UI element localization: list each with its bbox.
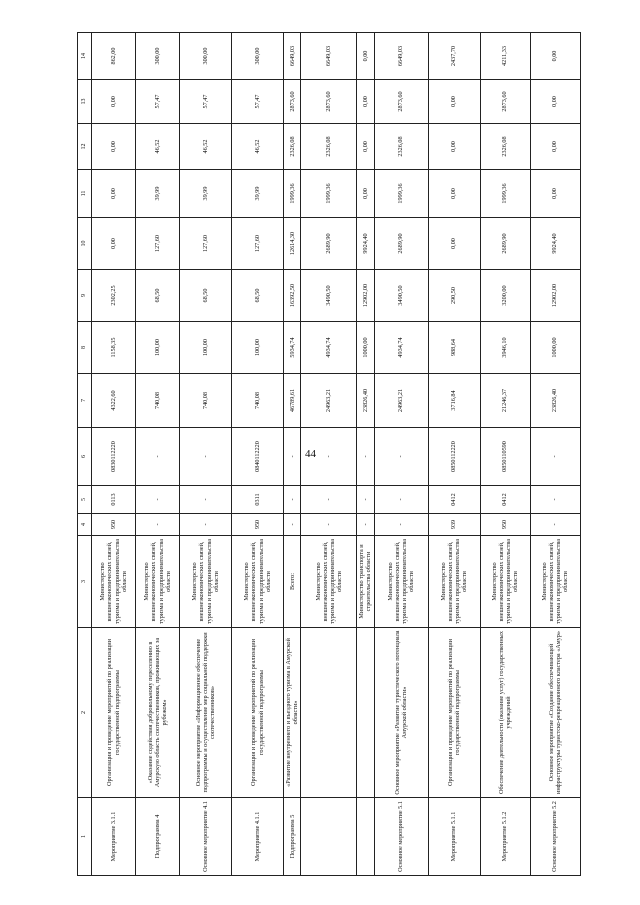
value-cell: 0,00	[357, 80, 374, 124]
value-cell: 0,00	[530, 80, 580, 124]
row-code-cell: Мероприятие 4.1.1	[232, 798, 284, 876]
value-cell: -	[180, 514, 232, 536]
value-cell: -	[374, 514, 428, 536]
value-cell: -	[530, 428, 580, 486]
executor-cell: Министерство внешнеэкономических связей, туризма и предпринимательства области	[232, 536, 284, 628]
row-name-cell: Основное мероприятие «Информационное обеспечение подпрограммы и осуществление мер социальной поддержки соотечественников»	[180, 628, 232, 798]
row-code-cell	[357, 798, 374, 876]
header-row	[78, 33, 92, 876]
value-cell: -	[357, 486, 374, 514]
executor-cell: Министерство внешнеэкономических связей, туризма и предпринимательства области	[92, 536, 136, 628]
value-cell: 950	[92, 514, 136, 536]
row-code-cell: Мероприятие 3.1.1	[92, 798, 136, 876]
value-cell: 39,99	[180, 170, 232, 218]
value-cell: 100,00	[180, 322, 232, 374]
value-cell: -	[530, 486, 580, 514]
header-cell: 7	[78, 374, 92, 428]
executor-cell: Министерство внешнеэкономических связей, туризма и предпринимательства области	[301, 536, 357, 628]
row-name-cell	[357, 628, 374, 798]
value-cell: -	[357, 428, 374, 486]
value-cell: 46,52	[180, 124, 232, 170]
value-cell: -	[180, 486, 232, 514]
value-cell: 0,00	[357, 124, 374, 170]
value-cell: 0,00	[428, 80, 480, 124]
value-cell: 4934,74	[374, 322, 428, 374]
value-cell: -	[301, 428, 357, 486]
header-cell: 14	[78, 33, 92, 80]
value-cell: 2302,25	[92, 270, 136, 322]
value-cell: -	[374, 428, 428, 486]
value-cell: 988,64	[428, 322, 480, 374]
value-cell: -	[530, 514, 580, 536]
value-cell: 862,00	[92, 33, 136, 80]
value-cell: 0,00	[530, 170, 580, 218]
value-cell: -	[301, 514, 357, 536]
row-code-cell	[301, 798, 357, 876]
value-cell: 300,00	[232, 33, 284, 80]
value-cell: 1999,36	[480, 170, 530, 218]
value-cell: 127,60	[180, 218, 232, 270]
table-body	[78, 33, 581, 876]
header-cell: 3	[78, 536, 92, 628]
value-cell: -	[284, 486, 301, 514]
header-cell: 6	[78, 428, 92, 486]
value-cell: 2873,60	[374, 80, 428, 124]
value-cell: 0,00	[92, 124, 136, 170]
value-cell: -	[374, 486, 428, 514]
value-cell: 0,00	[428, 124, 480, 170]
value-cell: 3200,00	[480, 270, 530, 322]
value-cell: 6649,03	[301, 33, 357, 80]
rotated-table-wrapper	[77, 33, 570, 876]
value-cell: 0850110590	[480, 428, 530, 486]
value-cell: 4934,74	[301, 322, 357, 374]
table-row	[374, 33, 428, 876]
value-cell: 740,08	[232, 374, 284, 428]
value-cell: 740,08	[180, 374, 232, 428]
value-cell: 100,00	[232, 322, 284, 374]
table-row	[284, 33, 301, 876]
value-cell: 23826,40	[530, 374, 580, 428]
value-cell: 4322,60	[92, 374, 136, 428]
value-cell: 68,50	[136, 270, 180, 322]
value-cell: 3490,50	[301, 270, 357, 322]
row-name-cell: Основное мероприятие «Создание обеспечивающей инфраструктуры туристско-рекреационного кластера «Амур»	[530, 628, 580, 798]
executor-cell: Министерство транспорта и строительства области	[357, 536, 374, 628]
value-cell: 3716,84	[428, 374, 480, 428]
value-cell: 21246,37	[480, 374, 530, 428]
value-cell: 0311	[232, 486, 284, 514]
value-cell: 0,00	[92, 80, 136, 124]
value-cell: 2326,08	[301, 124, 357, 170]
value-cell: 0412	[428, 486, 480, 514]
value-cell: 0,00	[428, 170, 480, 218]
table-row	[357, 33, 374, 876]
value-cell: 24963,21	[301, 374, 357, 428]
value-cell: -	[284, 514, 301, 536]
value-cell: 0840112220	[232, 428, 284, 486]
value-cell: 950	[232, 514, 284, 536]
value-cell: 57,47	[136, 80, 180, 124]
value-cell: 0412	[480, 486, 530, 514]
value-cell: 740,08	[136, 374, 180, 428]
row-name-cell: Основное мероприятие «Развитие туристического потенциала Амурской области»	[374, 628, 428, 798]
value-cell: 57,47	[180, 80, 232, 124]
value-cell: 127,60	[136, 218, 180, 270]
value-cell: 4211,33	[480, 33, 530, 80]
row-code-cell: Мероприятие 5.1.1	[428, 798, 480, 876]
value-cell: 24963,21	[374, 374, 428, 428]
value-cell: 23826,40	[357, 374, 374, 428]
value-cell: 2326,08	[374, 124, 428, 170]
header-cell: 13	[78, 80, 92, 124]
value-cell: 1999,36	[284, 170, 301, 218]
value-cell: -	[301, 486, 357, 514]
table-row	[232, 33, 284, 876]
value-cell: 0113	[92, 486, 136, 514]
value-cell: -	[136, 486, 180, 514]
value-cell: 1158,35	[92, 322, 136, 374]
value-cell: 2689,90	[480, 218, 530, 270]
table-row	[136, 33, 180, 876]
value-cell: 68,50	[232, 270, 284, 322]
value-cell: 2873,60	[480, 80, 530, 124]
value-cell: 16392,50	[284, 270, 301, 322]
value-cell: 12902,00	[357, 270, 374, 322]
header-cell: 10	[78, 218, 92, 270]
header-cell: 4	[78, 514, 92, 536]
header-cell: 2	[78, 628, 92, 798]
value-cell: 0,00	[92, 170, 136, 218]
header-cell: 5	[78, 486, 92, 514]
row-code-cell: Подпрограмма 4	[136, 798, 180, 876]
value-cell: 1000,00	[530, 322, 580, 374]
value-cell: 0,00	[92, 218, 136, 270]
value-cell: 2326,08	[480, 124, 530, 170]
row-code-cell: Основное мероприятие 5.2	[530, 798, 580, 876]
row-name-cell	[301, 628, 357, 798]
value-cell: 0830112220	[92, 428, 136, 486]
executor-cell: Всего:	[284, 536, 301, 628]
value-cell: 939	[428, 514, 480, 536]
value-cell: 2873,60	[301, 80, 357, 124]
value-cell: -	[136, 428, 180, 486]
budget-table	[77, 32, 581, 876]
table-row	[301, 33, 357, 876]
value-cell: 46,52	[232, 124, 284, 170]
value-cell: 6649,03	[374, 33, 428, 80]
value-cell: 39,99	[232, 170, 284, 218]
value-cell: 0,00	[428, 218, 480, 270]
value-cell: 2689,90	[301, 218, 357, 270]
row-name-cell: «Оказание содействия добровольному переселению в Амурскую область соотечественников, проживающих за рубежом»	[136, 628, 180, 798]
value-cell: 46,52	[136, 124, 180, 170]
value-cell: 9924,40	[357, 218, 374, 270]
value-cell: 68,50	[180, 270, 232, 322]
value-cell: 0850112220	[428, 428, 480, 486]
row-code-cell: Основное мероприятие 4.1	[180, 798, 232, 876]
value-cell: -	[180, 428, 232, 486]
value-cell: 300,00	[180, 33, 232, 80]
row-code-cell: Мероприятие 5.1.2	[480, 798, 530, 876]
value-cell: 290,50	[428, 270, 480, 322]
value-cell: 57,47	[232, 80, 284, 124]
value-cell: 12614,30	[284, 218, 301, 270]
value-cell: 46789,61	[284, 374, 301, 428]
row-name-cell: Обеспечение деятельности (оказание услуг) государственных учреждений	[480, 628, 530, 798]
value-cell: 39,99	[136, 170, 180, 218]
value-cell: 0,00	[357, 33, 374, 80]
value-cell: 6649,03	[284, 33, 301, 80]
value-cell: 100,00	[136, 322, 180, 374]
row-name-cell: «Развитие внутреннего и въездного туризма в Амурской области»	[284, 628, 301, 798]
value-cell: 3946,10	[480, 322, 530, 374]
value-cell: 1999,36	[374, 170, 428, 218]
executor-cell: Министерство внешнеэкономических связей, туризма и предпринимательства области	[428, 536, 480, 628]
table-row	[180, 33, 232, 876]
executor-cell: Министерство внешнеэкономических связей, туризма и предпринимательства области	[530, 536, 580, 628]
value-cell: 2326,08	[284, 124, 301, 170]
row-code-cell: Подпрограмма 5	[284, 798, 301, 876]
value-cell: -	[357, 514, 374, 536]
table-row	[92, 33, 136, 876]
row-name-cell: Организация и проведение мероприятий по реализации государственной подпрограммы	[428, 628, 480, 798]
value-cell: -	[284, 428, 301, 486]
value-cell: 950	[480, 514, 530, 536]
table-row	[530, 33, 580, 876]
executor-cell: Министерство внешнеэкономических связей, туризма и предпринимательства области	[480, 536, 530, 628]
header-cell: 9	[78, 270, 92, 322]
value-cell: 0,00	[357, 170, 374, 218]
header-cell: 8	[78, 322, 92, 374]
header-cell: 1	[78, 798, 92, 876]
value-cell: 2437,70	[428, 33, 480, 80]
value-cell: 0,00	[530, 33, 580, 80]
value-cell: 3490,50	[374, 270, 428, 322]
value-cell: 5934,74	[284, 322, 301, 374]
row-name-cell: Организация и проведение мероприятий по реализации государственной подпрограммы	[92, 628, 136, 798]
value-cell: 127,60	[232, 218, 284, 270]
value-cell: 12902,00	[530, 270, 580, 322]
row-name-cell: Организация и проведение мероприятий по реализации государственной подпрограммы	[232, 628, 284, 798]
table-row	[480, 33, 530, 876]
row-code-cell: Основное мероприятие 5.1	[374, 798, 428, 876]
executor-cell: Министерство внешнеэкономических связей, туризма и предпринимательства области	[374, 536, 428, 628]
header-cell: 12	[78, 124, 92, 170]
value-cell: 2689,90	[374, 218, 428, 270]
value-cell: 0,00	[530, 124, 580, 170]
table-row	[428, 33, 480, 876]
value-cell: 1999,36	[301, 170, 357, 218]
value-cell: 300,00	[136, 33, 180, 80]
page-number: 44	[305, 448, 316, 460]
value-cell: -	[136, 514, 180, 536]
value-cell: 2873,60	[284, 80, 301, 124]
executor-cell: Министерство внешнеэкономических связей, туризма и предпринимательства области	[136, 536, 180, 628]
value-cell: 9924,40	[530, 218, 580, 270]
executor-cell: Министерство внешнеэкономических связей, туризма и предпринимательства области	[180, 536, 232, 628]
header-cell: 11	[78, 170, 92, 218]
value-cell: 1000,00	[357, 322, 374, 374]
